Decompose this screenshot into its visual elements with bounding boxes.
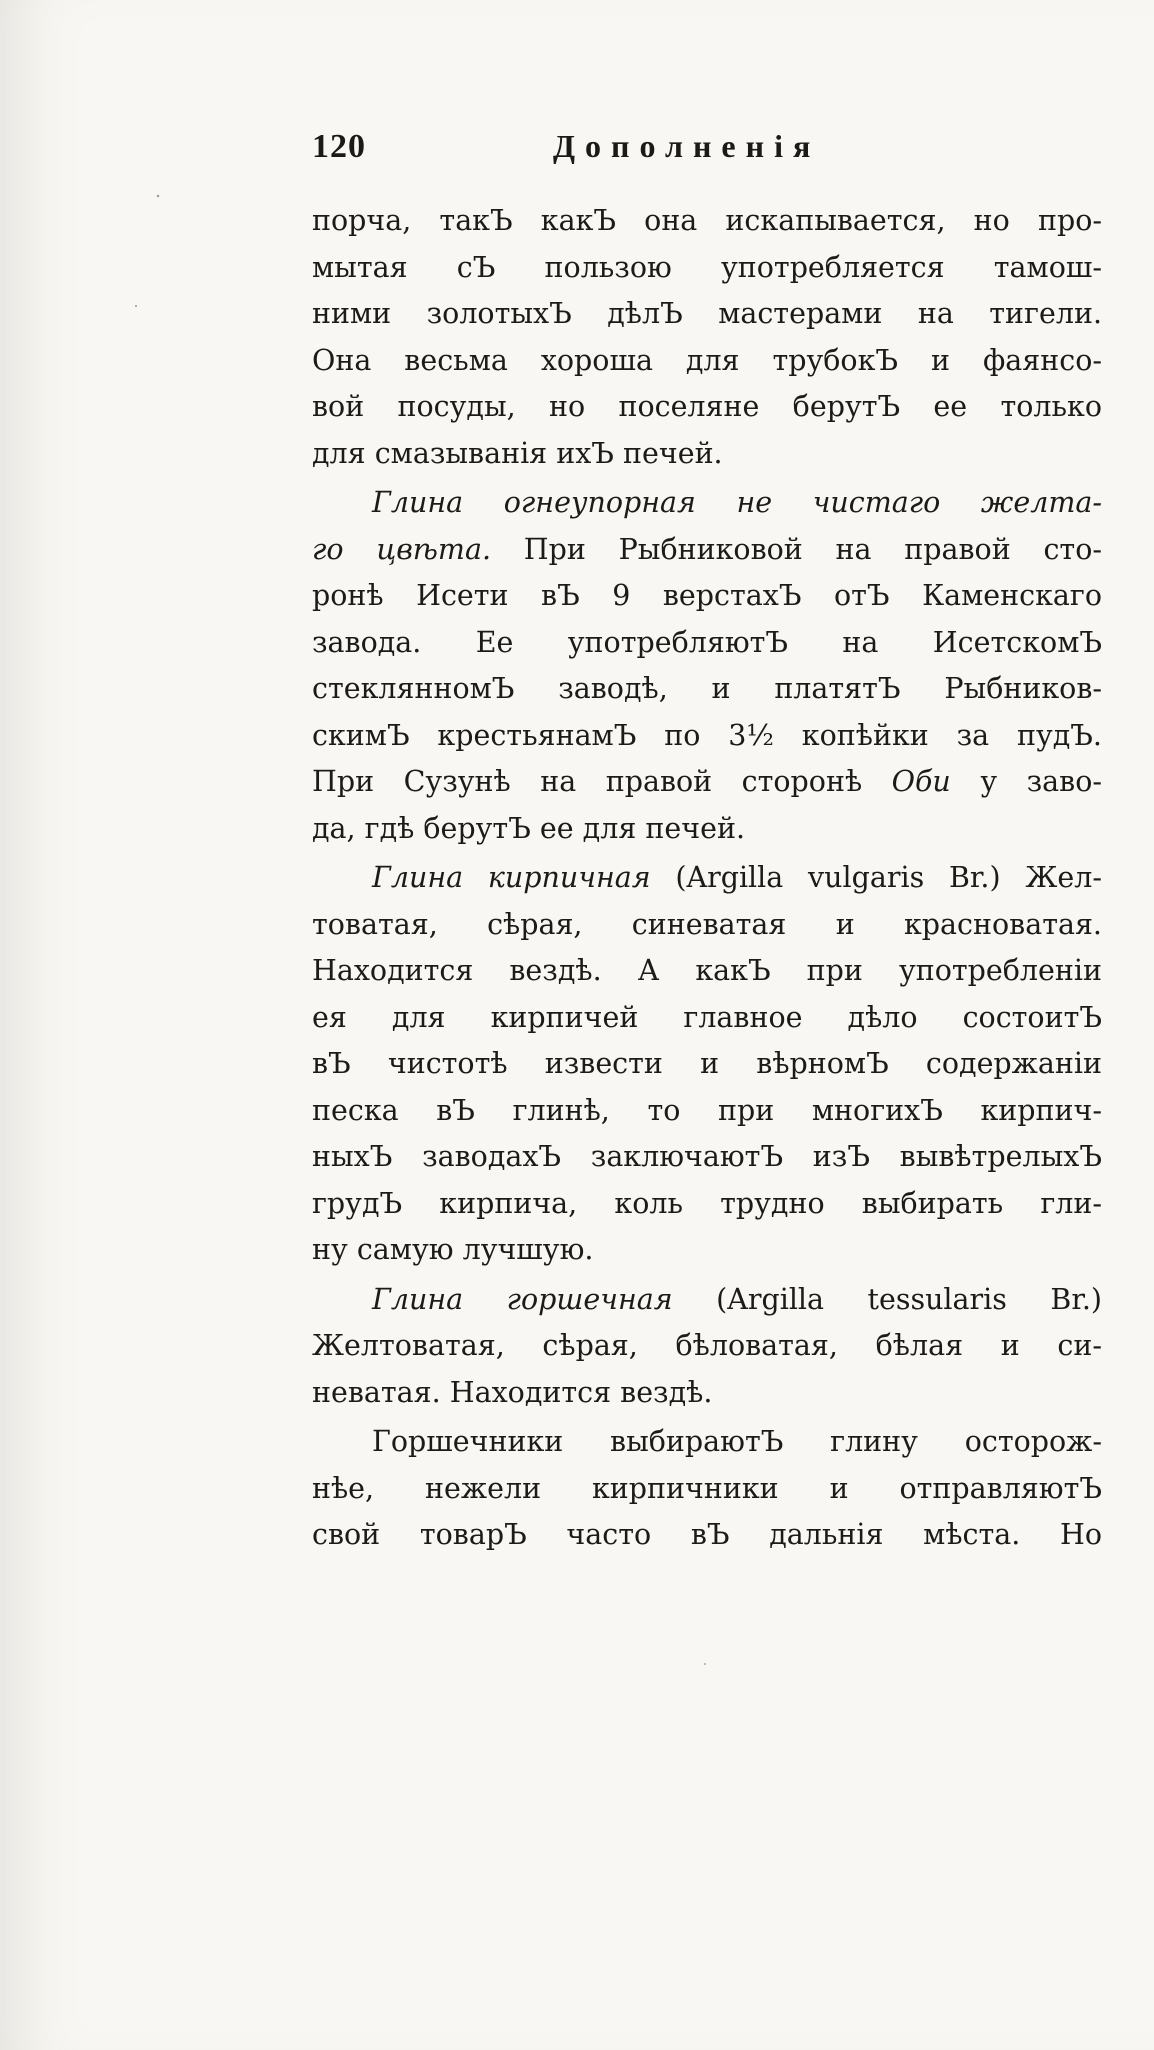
text-line — [312, 431, 1102, 478]
text-line — [312, 573, 1102, 620]
text-segment: При Сузунѣ на правой сторонѣ — [312, 765, 892, 798]
italic-term: го цвѣта. — [312, 532, 492, 566]
text-segment: При Рыбниковой на правой сто- — [491, 532, 1102, 566]
paper-speck — [135, 305, 137, 307]
running-head: Дополненія — [553, 128, 821, 164]
text-line — [312, 1323, 1102, 1370]
text-segment: вой посуды, но поселяне берутЪ ее только — [312, 390, 1102, 423]
text-segment: завода. Ее употребляютЪ на ИсетскомЪ — [312, 625, 1102, 659]
paragraph — [312, 1419, 1102, 1559]
text-segment: (Argilla tessularis Br.) — [672, 1282, 1102, 1316]
text-line — [312, 995, 1102, 1042]
text-line — [312, 1466, 1102, 1513]
text-line — [312, 713, 1102, 760]
text-segment: порча, такЪ какЪ она искапывается, но про- — [312, 204, 1102, 237]
paragraph — [312, 855, 1102, 1274]
text-segment: нѣе, нежели кирпичники и отправляютЪ — [312, 1471, 1102, 1505]
text-line — [312, 1041, 1102, 1088]
text-segment: ну самую лучшую. — [312, 1233, 594, 1266]
text-line — [312, 527, 1102, 574]
body-text — [312, 198, 1102, 1559]
text-line — [312, 1134, 1102, 1181]
text-segment: ея для кирпичей главное дѣло состоитЪ — [312, 1000, 1102, 1034]
text-line — [312, 245, 1102, 292]
text-line — [312, 198, 1102, 245]
paper-speck — [704, 1663, 706, 1665]
text-line — [312, 338, 1102, 385]
italic-term: Глина огнеупорная не чистаго желта- — [372, 486, 1102, 519]
text-line — [312, 806, 1102, 853]
text-line — [312, 1512, 1102, 1559]
text-segment: мытая сЪ пользою употребляется тамош- — [312, 250, 1102, 284]
text-segment: ними золотыхЪ дѣлЪ мастерами на тигели. — [312, 297, 1102, 330]
paragraph — [312, 1277, 1102, 1417]
page-number: 120 — [312, 128, 366, 165]
page-header — [312, 128, 872, 168]
text-line — [312, 1419, 1102, 1466]
text-segment: ронѣ Исети вЪ 9 верстахЪ отЪ Каменскаго — [312, 579, 1102, 612]
text-line — [312, 1277, 1102, 1324]
paragraph — [312, 198, 1102, 477]
text-line — [312, 384, 1102, 431]
text-segment: неватая. Находится вездѣ. — [312, 1375, 713, 1409]
text-segment: Желтоватая, сѣрая, бѣловатая, бѣлая и си- — [312, 1329, 1102, 1362]
text-line — [312, 759, 1102, 806]
paper-speck — [157, 195, 159, 197]
text-segment: товатая, сѣрая, синеватая и красноватая. — [312, 907, 1102, 941]
text-segment: скимЪ крестьянамЪ по 3½ копѣйки за пудЪ. — [312, 718, 1102, 752]
text-line — [312, 1088, 1102, 1135]
text-segment: ныхЪ заводахЪ заключаютЪ изЪ вывѣтрелыхЪ — [312, 1140, 1102, 1173]
text-line — [312, 1227, 1102, 1274]
text-line — [312, 1370, 1102, 1417]
italic-term: Глина кирпичная — [372, 861, 651, 894]
text-line — [312, 666, 1102, 713]
text-line — [312, 948, 1102, 995]
text-segment: Находится вездѣ. А какЪ при употребленіи — [312, 954, 1102, 987]
text-line — [312, 480, 1102, 527]
text-segment: да, гдѣ берутЪ ее для печей. — [312, 811, 745, 845]
text-segment: свой товарЪ часто вЪ дальнія мѣста. Но — [312, 1518, 1102, 1551]
text-segment: грудЪ кирпича, коль трудно выбирать гли- — [312, 1186, 1102, 1220]
text-segment: (Argilla vulgaris Br.) Жел- — [650, 861, 1102, 894]
text-segment: Горшечники выбираютЪ глину осторож- — [372, 1425, 1102, 1458]
italic-term: Оби — [891, 765, 951, 798]
text-segment: вЪ чистотѣ извести и вѣрномЪ содержаніи — [312, 1047, 1102, 1080]
text-line — [312, 620, 1102, 667]
text-segment: Она весьма хороша для трубокЪ и фаянсо- — [312, 343, 1102, 377]
paragraph — [312, 480, 1102, 852]
text-segment: для смазыванія ихЪ печей. — [312, 436, 723, 470]
text-line — [312, 855, 1102, 902]
text-segment: стеклянномЪ заводѣ, и платятЪ Рыбников- — [312, 672, 1102, 705]
italic-term: Глина горшечная — [372, 1282, 673, 1316]
text-segment: песка вЪ глинѣ, то при многихЪ кирпич- — [312, 1093, 1102, 1127]
text-line — [312, 291, 1102, 338]
text-segment: у заво- — [950, 765, 1102, 798]
text-line — [312, 1181, 1102, 1228]
text-line — [312, 902, 1102, 949]
